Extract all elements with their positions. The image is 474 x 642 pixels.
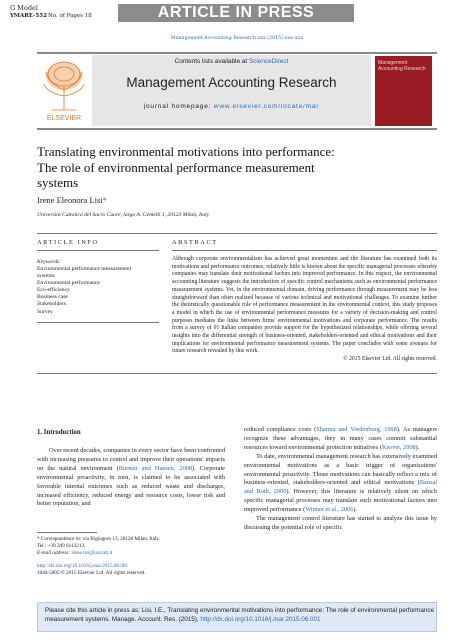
- citation-link[interactable]: Burnett and Hansen, 2008: [118, 464, 193, 472]
- divider: [37, 322, 159, 323]
- author-name: Irene Eleonora Lisi*: [37, 195, 107, 205]
- keyword: systems: [37, 273, 55, 280]
- article-title: [37, 144, 397, 191]
- article-info-heading: ARTICLE INFO: [37, 239, 99, 246]
- affiliation: Università Cattolica del Sacro Cuore, largo A. Gemelli 1, 20123 Milan, Italy: [37, 212, 210, 218]
- article-id: YMARE-552: [10, 13, 47, 19]
- keyword: Business case: [37, 294, 68, 301]
- issn-line: 1044-5005/© 2015 Elsevier Ltd. All rights reserved.: [37, 569, 146, 576]
- article-in-press-banner: ARTICLE IN PRESS: [118, 4, 354, 22]
- citation-footer-text: Please cite this article in press as: Lisi, I.E., Translating environmental motivations into performance: The role of environmental performance measurement systems. Manage. Account. Res. (2015), http://dx.doi.org/10.1016/j.mar.2015.06.001: [45, 607, 435, 623]
- divider: [37, 250, 159, 251]
- article-title-line: Translating environmental motivations into performance:: [37, 144, 335, 159]
- citation-link[interactable]: Sharma and Vredenburg, 1998: [316, 426, 397, 433]
- body-column-left: [37, 447, 225, 509]
- footnote-divider: [37, 532, 97, 533]
- page-count: No. of Pages 18: [48, 13, 92, 19]
- citation-link[interactable]: Winner et al., 2006: [305, 506, 354, 514]
- author-footnote-mark[interactable]: *: [102, 195, 107, 205]
- keywords-label: Keywords:: [37, 259, 62, 265]
- citation-link[interactable]: Keever, 2008: [381, 443, 416, 451]
- footnote-email-line: E-mail address: irene.lisi@unicatt.it: [37, 550, 113, 557]
- journal-info-panel: [92, 55, 371, 126]
- homepage-link[interactable]: www.elsevier.com/locate/mar: [213, 103, 320, 110]
- keywords-list: [37, 266, 147, 316]
- publisher-logo-text: ELSEVIER: [46, 115, 82, 122]
- footnote-phone: Tel.: +39 349 6113213.: [37, 543, 86, 550]
- paragraph: Over recent decades, companies in every sector have been confronted with increasing pressures to control and improve their operations' impacts on the natural environment (Burnett and Hansen, 2008). Corporate environmental proactivity, in turn, is claimed to be associated with favorable internal outcomes such as reduced waste and discharges, increased efficiency, reduced energy and resource costs, lower risk and better reputation, and: [37, 447, 225, 508]
- elsevier-logo-icon: [38, 56, 90, 126]
- keyword: Environmental performance: [37, 280, 100, 287]
- article-title-line: systems: [37, 175, 79, 190]
- paragraph: To date, environmental management research has extensively examined environmental motivations as a basic trigger of organizations' environmental proactivity. Those motivations can basically reflect a mix of business-oriented, stakeholders-oriented and ethical motivations (Bansal and Roth, 2000). However, this literature is relatively silent on which specific managerial processes may translate such motivational factors into improved performance (Winner et al., 2006).: [244, 452, 438, 514]
- body-column-right: [244, 426, 437, 533]
- citation-link[interactable]: Bansal and Roth, 2000: [244, 479, 437, 496]
- section-heading-introduction: 1. Introduction: [37, 429, 81, 436]
- footnote: [37, 536, 225, 577]
- contents-line: [92, 58, 371, 65]
- footnote-correspondence: * Correspondence to: via Bigiogero 13, 20128 Milan, Italy.: [37, 536, 160, 542]
- model-label: G Model: [10, 4, 38, 12]
- keyword: Eco-efficiency: [37, 287, 70, 294]
- divider: [172, 250, 437, 251]
- email-link[interactable]: irene.lisi@unicatt.it: [71, 550, 113, 557]
- journal-homepage: [92, 103, 371, 110]
- divider: [37, 373, 437, 374]
- abstract-copyright: © 2015 Elsevier Ltd. All rights reserved.: [343, 356, 437, 362]
- citation-line[interactable]: Management Accounting Research xxx (2015) xxx–xxx: [170, 36, 304, 41]
- abstract-text: Although corporate environmentalism has achieved great momentum and the literature has examined both its motivations and performance outcomes, relatively little is known about the specific managerial processes whereby companies may translate their motivational factors into improved performance. In this respect, the environmental accounting literature suggests the introduction of specific control mechanisms such as environmental performance measurement systems. Yet, in the environmental domain, driving performance through measurement may be less straightforward than often realized because of various technical and motivational challenges. To examine further the theoretically questionable role of performance measurement in the environmental context, this study proposes a model in which the use of environmental performance measures for a variety of decision-making and control purposes mediates the links between firms' environmental motivations and corporate performance. The results from a survey of 91 Italian companies provide support for the hypothesized relationships, while offering several insights into the differential strength of business-oriented, stakeholders-oriented and ethical motivations and their implications for environmental performance measurement systems. The paper concludes with some avenues for future research revealed by this work.: [172, 256, 437, 355]
- doi-link[interactable]: http://dx.doi.org/10.1016/j.mar.2015.06.001: [37, 562, 129, 569]
- paragraph: reduced compliance costs (Sharma and Vredenburg, 1998). As managers recognize these advantages, they in many cases commit substantial resources toward environmental protection initiatives (Keever, 2008).: [244, 426, 437, 451]
- contents-prefix: Contents lists available at: [174, 58, 249, 65]
- keyword: Survey: [37, 308, 53, 315]
- homepage-prefix: journal homepage:: [143, 103, 214, 110]
- paragraph: The management control literature has started to analyze this issue by discussing the potential role of specific: [244, 515, 437, 531]
- keyword: Stakeholders: [37, 301, 66, 308]
- footer-doi-link[interactable]: http://dx.doi.org/10.1016/j.mar.2015.06.001: [200, 616, 321, 623]
- journal-name: Management Accounting Research: [126, 75, 337, 90]
- keyword: Environmental performance measurement: [37, 266, 132, 272]
- sciencedirect-link[interactable]: ScienceDirect: [248, 58, 289, 65]
- abstract-heading: ABSTRACT: [172, 239, 218, 246]
- article-title-line: The role of environmental performance measurement: [37, 159, 315, 175]
- divider: [37, 233, 437, 234]
- cover-title: Management Accounting Research: [378, 60, 426, 72]
